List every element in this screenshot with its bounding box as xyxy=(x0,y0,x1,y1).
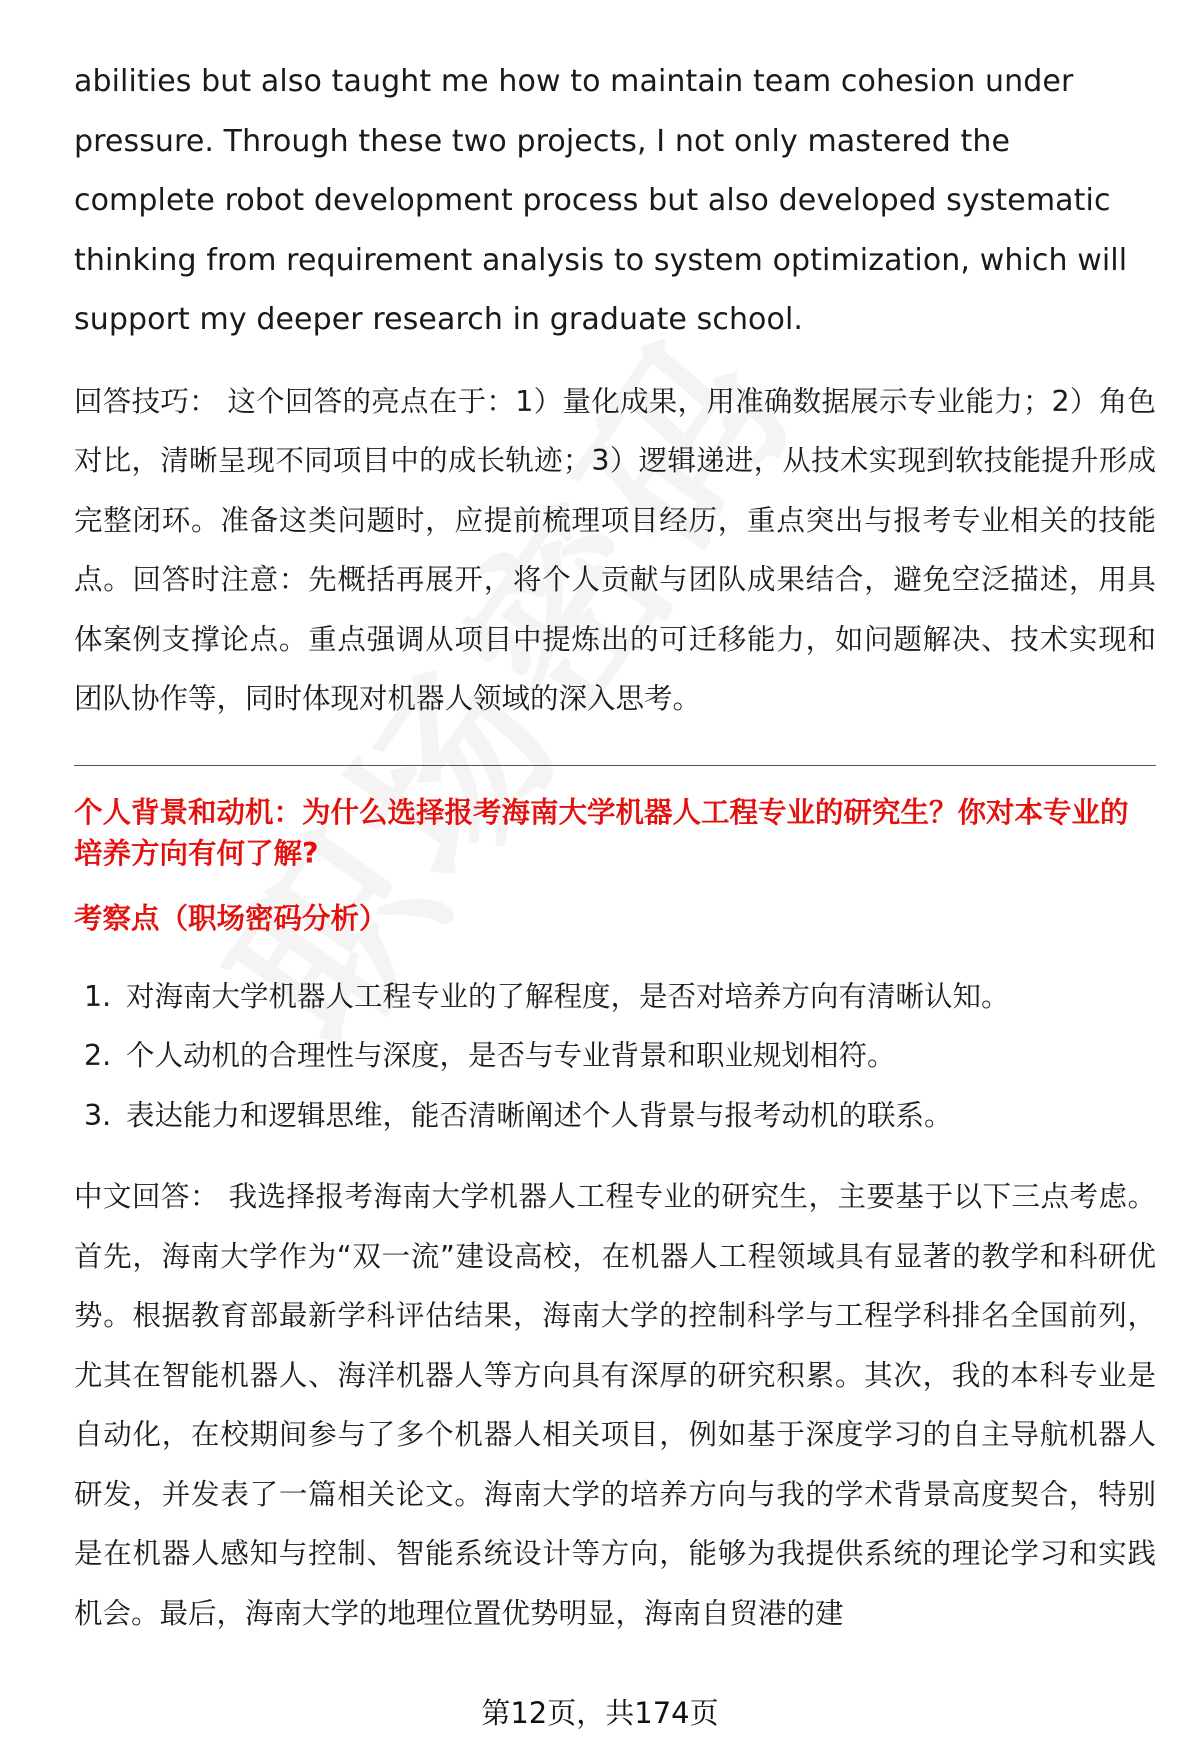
document-page xyxy=(74,52,1156,1643)
list-item-number: 3. xyxy=(84,1098,112,1132)
answer-label: 中文回答： xyxy=(74,1180,219,1213)
tips-paragraph xyxy=(74,372,1156,729)
list-item-text: 个人动机的合理性与深度，是否与专业背景和职业规划相符。 xyxy=(126,1039,896,1072)
chinese-answer-paragraph xyxy=(74,1167,1156,1643)
list-item-text: 对海南大学机器人工程专业的了解程度，是否对培养方向有清晰认知。 xyxy=(126,979,1010,1013)
list-item xyxy=(74,967,1156,1027)
analysis-points-list xyxy=(74,967,1156,1146)
list-item-number: 1. xyxy=(84,979,112,1013)
analysis-subtitle: 考察点（职场密码分析） xyxy=(74,901,388,935)
question-title: 个人背景和动机：为什么选择报考海南大学机器人工程专业的研究生？你对本专业的培养方向有何了解? xyxy=(74,795,1129,870)
answer-text: 我选择报考海南大学机器人工程专业的研究生，主要基于以下三点考虑。首先，海南大学作为“双一流”建设高校，在机器人工程领域具有显著的教学和科研优势。根据教育部最新学科评估结果，海南大学的控制科学与工程学科排名全国前列，尤其在智能机器人、海洋机器人等方向具有深厚的研究积累。其次，我的本科专业是自动化，在校期间参与了多个机器人相关项目，例如基于深度学习的自主导航机器人研发，并发表了一篇相关论文。海南大学的培养方向与我的学术背景高度契合，特别是在机器人感知与控制、智能系统设计等方向，能够为我提供系统的理论学习和实践机会。最后，海南大学的地理位置优势明显，海南自贸港的建 xyxy=(74,1180,1156,1630)
list-item-number: 2. xyxy=(84,1039,112,1072)
section-divider xyxy=(74,765,1156,766)
english-answer-paragraph: abilities but also taught me how to maintain team cohesion under pressure. Through these two projects, I not only mastered the complete robot development process but also developed systematic thinking from requirement analysis to system optimization, which will support my deeper research in graduate school. xyxy=(74,64,1128,337)
page-number-footer: 第12页，共174页 xyxy=(481,1696,719,1730)
tips-text: 这个回答的亮点在于：1）量化成果，用准确数据展示专业能力；2）角色对比，清晰呈现不同项目中的成长轨迹；3）逻辑递进，从技术实现到软技能提升形成完整闭环。准备这类问题时，应提前梳理项目经历，重点突出与报考专业相关的技能点。回答时注意：先概括再展开，将个人贡献与团队成果结合，避免空泛描述，用具体案例支撑论点。重点强调从项目中提炼出的可迁移能力，如问题解决、技术实现和团队协作等，同时体现对机器人领域的深入思考。 xyxy=(74,384,1156,715)
tips-label: 回答技巧： xyxy=(74,384,218,418)
list-item-text: 表达能力和逻辑思维，能否清晰阐述个人背景与报考动机的联系。 xyxy=(126,1098,953,1132)
list-item xyxy=(74,1026,1156,1086)
list-item xyxy=(74,1086,1156,1146)
